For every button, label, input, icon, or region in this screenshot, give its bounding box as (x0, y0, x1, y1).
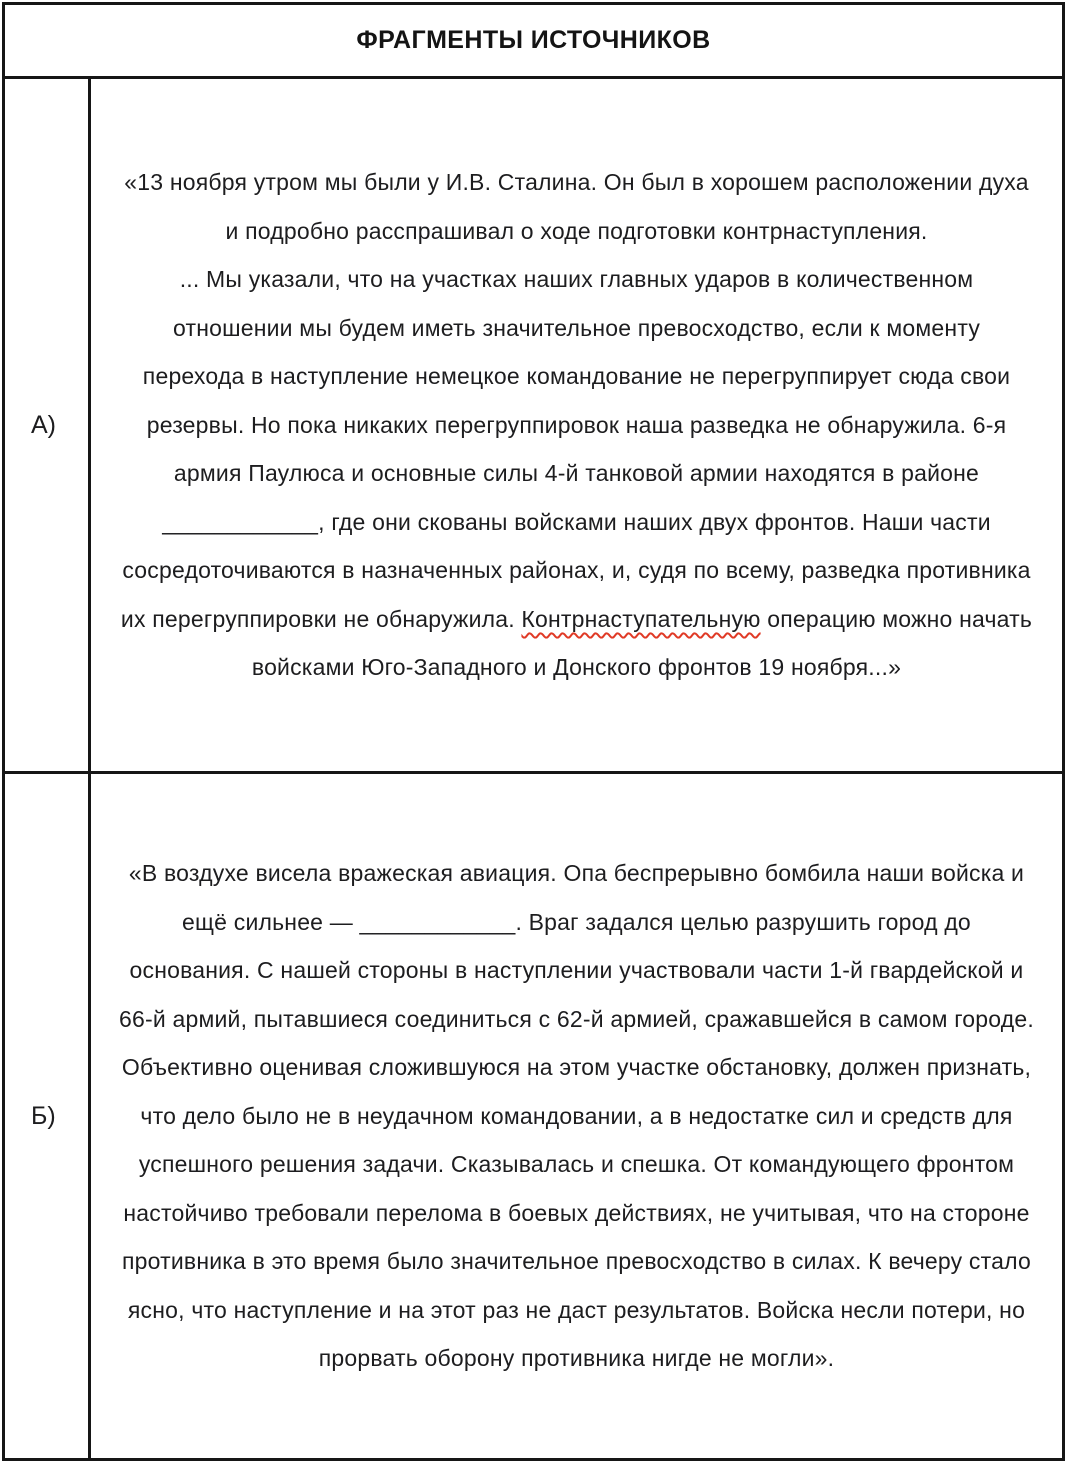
row-a-paragraph-1: «13 ноября утром мы были у И.В. Сталина. Он был в хорошем расположении духа и подробно расспрашивал о ходе подготовки контрнаступления. (124, 169, 1029, 244)
table-header-row (5, 5, 1062, 79)
table-row-a (5, 79, 1062, 774)
row-a-text-before-misspelling: ... Мы указали, что на участках наших главных ударов в количественном отношении мы будем иметь значительное превосходство, если к моменту перехода в наступление немецкое командование не перегруппирует сюда свои резервы. Но пока никаких перегруппировок наша разведка не обнаружила. 6-я армия Паулюса и основные силы 4-й танковой армии находятся в районе ____________, где они скованы войсками наших двух фронтов. Наши части сосредоточиваются в назначенных районах, и, судя по всему, разведка противника их перегруппировки не обнаружила. (120, 266, 1031, 632)
row-b-content-cell (91, 774, 1062, 1458)
row-a-content-cell (91, 79, 1062, 771)
row-b-label-cell (5, 774, 91, 1458)
row-b-label: Б) (31, 1101, 56, 1130)
row-a-paragraph-2 (119, 255, 1034, 692)
table-title: ФРАГМЕНТЫ ИСТОЧНИКОВ (356, 26, 711, 54)
table-row-b (5, 774, 1062, 1458)
sources-table (2, 2, 1065, 1461)
misspelled-word-underlined: Контрнаступательную (521, 605, 761, 632)
row-a-label-cell (5, 79, 91, 771)
row-a-text-after-misspelling: операцию можно начать войсками Юго-Западного и Донского фронтов 19 ноября...» (251, 605, 1033, 681)
row-a-label: А) (31, 410, 56, 439)
row-b-paragraph-1: «В воздухе висела вражеская авиация. Опа беспрерывно бомбила наши войска и ещё сильнее — ____________. Враг задался целью разрушить город до основания. С нашей стороны в наступлении участвовали части 1-й гвардейской и 66-й армий, пытавшиеся соединиться с 62-й армией, сражавшейся в самом городе. Объективно оценивая сложившуюся на этом участке обстановку, должен признать, что дело было не в неудачном командовании, а в недостатке сил и средств для успешного решения задачи. Сказывалась и спешка. От командующего фронтом настойчиво требовали перелома в боевых действиях, не учитывая, что на стороне противника в это время было значительное превосходство в силах. К вечеру стало ясно, что наступление и на этот раз не даст результатов. Войска несли потери, но прорвать оборону противника нигде не могли». (119, 860, 1034, 1372)
